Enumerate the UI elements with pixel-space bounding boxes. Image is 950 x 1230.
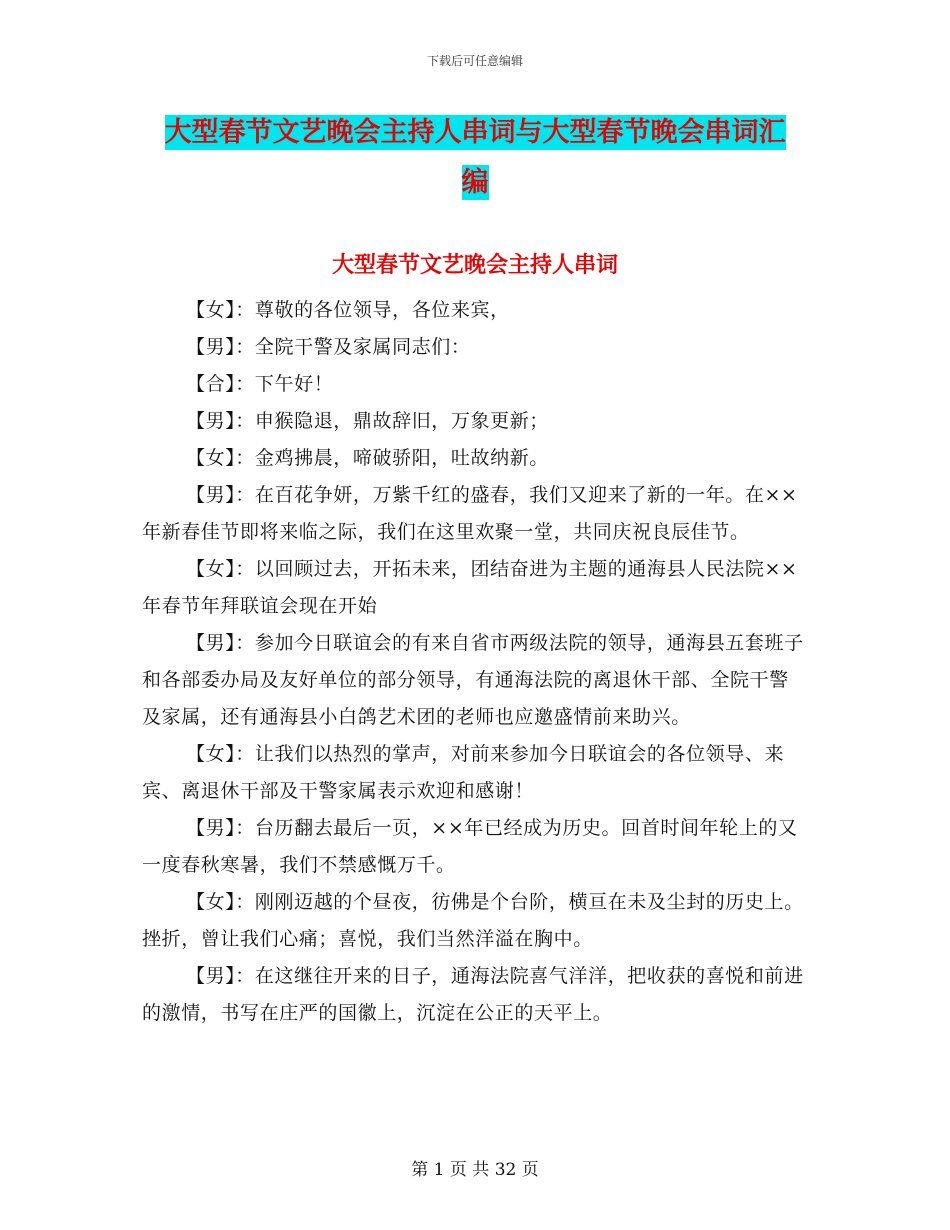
paragraph: 【男】：全院干警及家属同志们： — [186, 336, 471, 358]
paragraph: 【女】：尊敬的各位领导，各位来宾， — [186, 299, 510, 321]
paragraph: 【男】：台历翻去最后一页，××年已经成为历史。回首时间年轮上的又一度春秋寒暑，我们不禁感慨万千。 — [142, 817, 798, 876]
header-note: 下载后可任意编辑 — [426, 54, 523, 68]
paragraph: 【女】：刚刚迈越的个昼夜，彷佛是个台阶，横亘在未及尘封的历史上。挫折，曾让我们心痛；喜悦，我们当然洋溢在胸中。 — [142, 891, 804, 950]
paragraph: 【女】：让我们以热烈的掌声，对前来参加今日联谊会的各位领导、来宾、离退休干部及干警家属表示欢迎和感谢！ — [142, 743, 785, 802]
paragraph: 【男】：参加今日联谊会的有来自省市两级法院的领导，通海县五套班子和各部委办局及友好单位的部分领导，有通海法院的离退休干部、全院干警及家属，还有通海县小白鸽艺术团的老师也应邀盛情前来助兴。 — [142, 632, 804, 728]
document-title — [140, 108, 810, 208]
title-line-2: 编 — [461, 167, 489, 198]
page-footer: 第 1 页 共 32 页 — [411, 1160, 539, 1180]
paragraph: 【男】：在这继往开来的日子，通海法院喜气洋洋，把收获的喜悦和前进的激情，书写在庄严的国徽上，沉淀在公正的天平上。 — [142, 965, 804, 1024]
paragraph: 【女】：以回顾过去，开拓未来，团结奋进为主题的通海县人民法院××年春节年拜联谊会现在开始 — [142, 558, 798, 617]
paragraph: 【男】：在百花争妍，万紫千红的盛春，我们又迎来了新的一年。在××年新春佳节即将来临之际，我们在这里欢聚一堂，共同庆祝良辰佳节。 — [142, 484, 798, 543]
title-line-1: 大型春节文艺晚会主持人串词与大型春节晚会串词汇 — [164, 117, 786, 148]
paragraph: 【女】：金鸡拂晨，啼破骄阳，吐故纳新。 — [186, 447, 549, 469]
paragraph: 【合】：下午好！ — [186, 373, 334, 395]
document-body — [142, 292, 806, 1032]
section-title: 大型春节文艺晚会主持人串词 — [331, 253, 618, 278]
paragraph: 【男】：申猴隐退，鼎故辞旧，万象更新； — [186, 410, 549, 432]
